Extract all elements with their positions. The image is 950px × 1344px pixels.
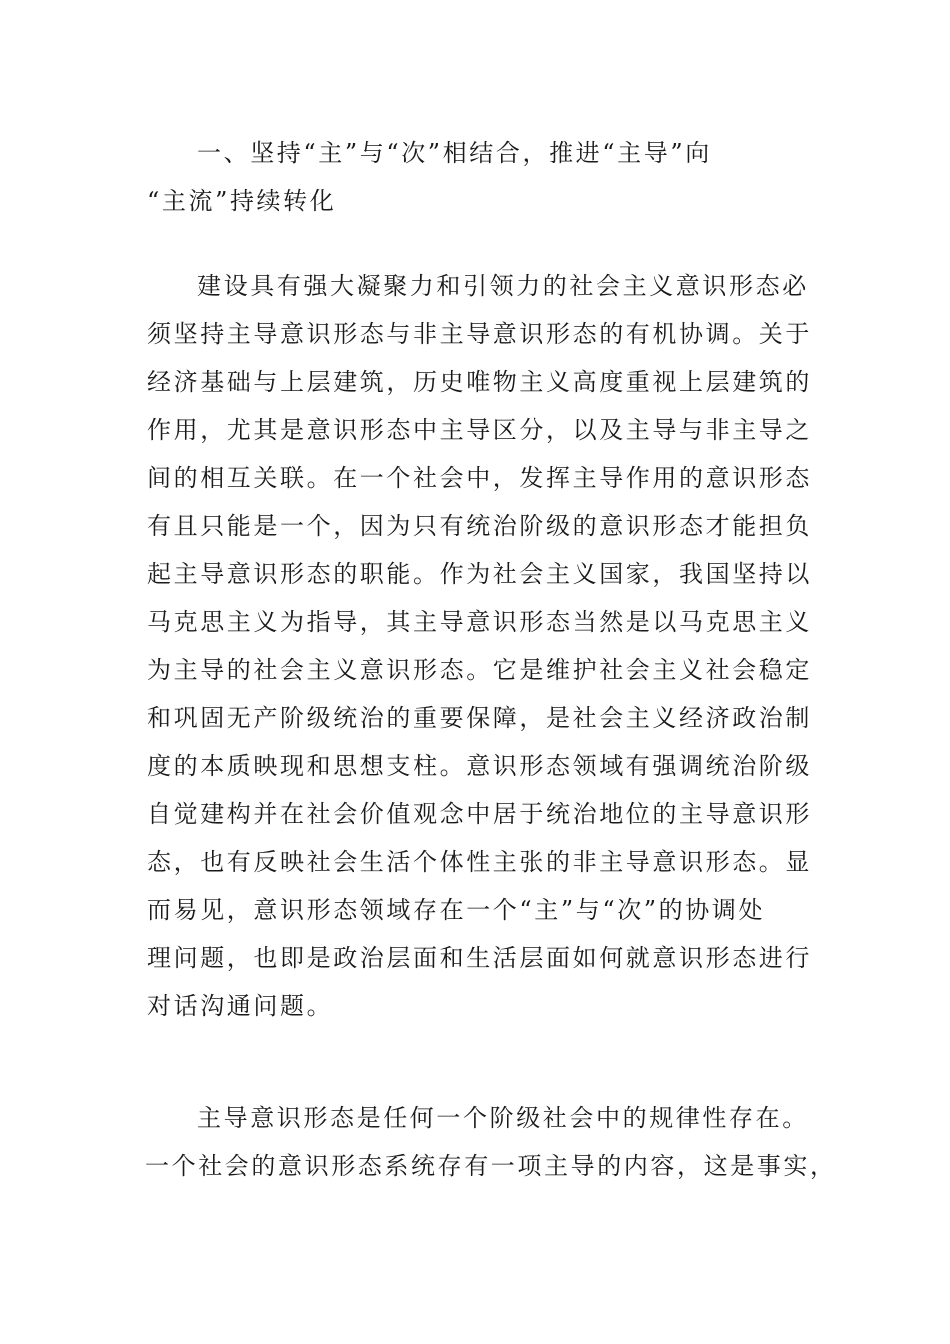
paragraph-line: 作用，尤其是意识形态中主导区分，以及主导与非主导之 — [147, 416, 812, 444]
paragraph-line: 建设具有强大凝聚力和引领力的社会主义意识形态必 — [197, 272, 809, 300]
paragraph-line: 为主导的社会主义意识形态。它是维护社会主义社会稳定 — [147, 656, 812, 684]
paragraph-line: 须坚持主导意识形态与非主导意识形态的有机协调。关于 — [147, 320, 812, 348]
paragraph-line: 有且只能是一个，因为只有统治阶级的意识形态才能担负 — [147, 512, 812, 540]
paragraph-line: 和巩固无产阶级统治的重要保障，是社会主义经济政治制 — [147, 704, 812, 732]
paragraph-line: 经济基础与上层建筑，历史唯物主义高度重视上层建筑的 — [147, 368, 812, 396]
heading-line-1: 一、坚持“主”与“次”相结合，推进“主导”向 — [197, 139, 712, 167]
heading-line-2: “主流”持续转化 — [147, 187, 337, 215]
paragraph-line: 起主导意识形态的职能。作为社会主义国家，我国坚持以 — [147, 560, 812, 588]
paragraph-line: 态，也有反映社会生活个体性主张的非主导意识形态。显 — [147, 848, 812, 876]
paragraph-line: 马克思主义为指导，其主导意识形态当然是以马克思主义 — [147, 608, 812, 636]
paragraph-line: 而易见，意识形态领域存在一个“主”与“次”的协调处 — [147, 896, 766, 924]
paragraph-line: 一个社会的意识形态系统存有一项主导的内容，这是事实， — [145, 1152, 837, 1180]
paragraph-line: 自觉建构并在社会价值观念中居于统治地位的主导意识形 — [147, 800, 812, 828]
paragraph-line: 主导意识形态是任何一个阶级社会中的规律性存在。 — [197, 1104, 809, 1132]
paragraph-line: 度的本质映现和思想支柱。意识形态领域有强调统治阶级 — [147, 752, 812, 780]
paragraph-line: 对话沟通问题。 — [147, 992, 334, 1020]
paragraph-line: 理问题，也即是政治层面和生活层面如何就意识形态进行 — [147, 944, 812, 972]
paragraph-line: 间的相互关联。在一个社会中，发挥主导作用的意识形态 — [147, 464, 812, 492]
